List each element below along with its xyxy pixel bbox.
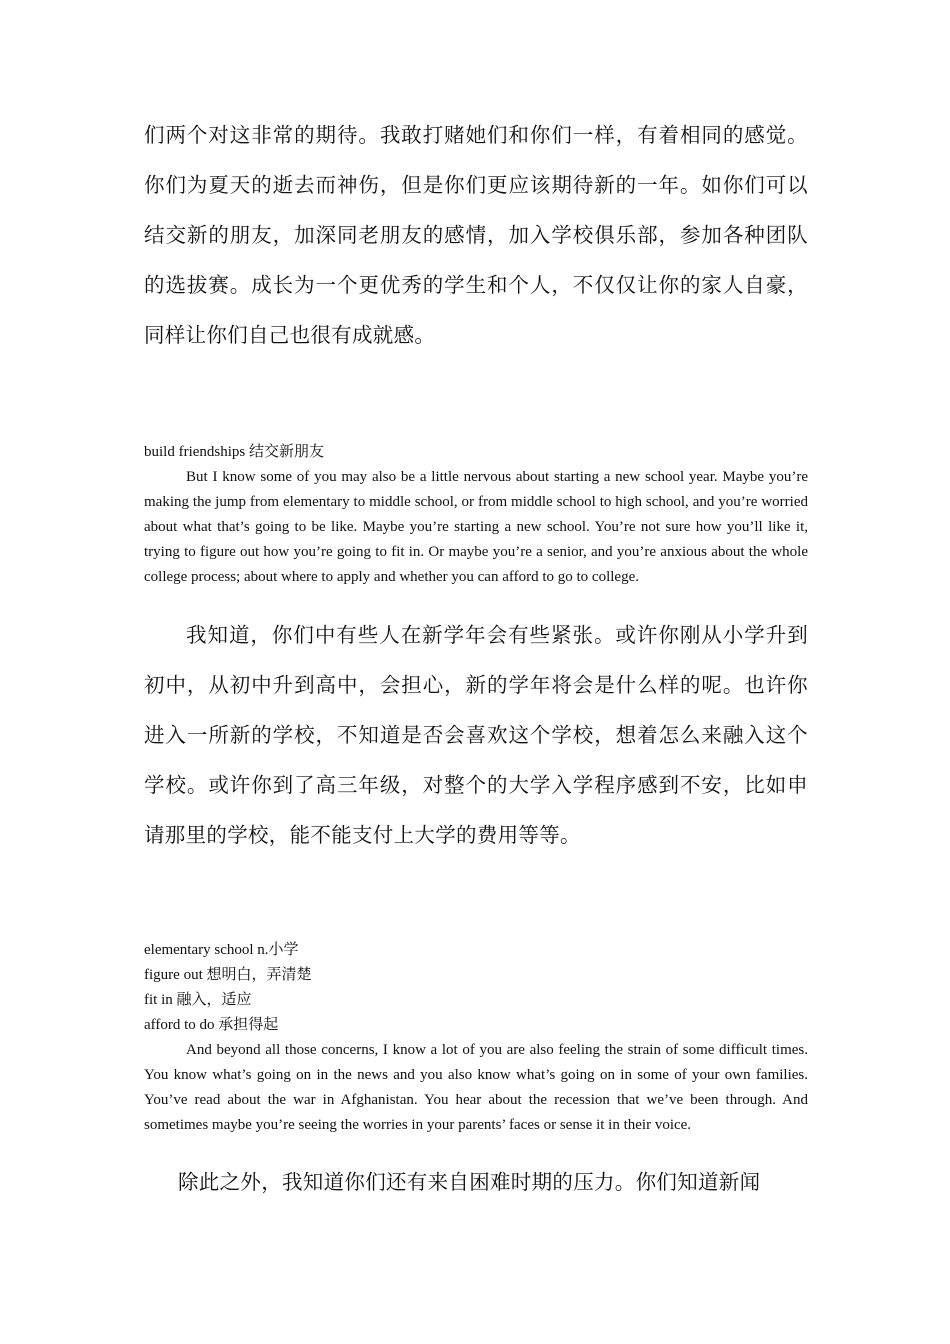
english-paragraph-2-text: And beyond all those concerns, I know a lot of you are also feeling the strain of some difficult times. You know what’s going on in the news and you also know what’s going on in some of your own families. You’ve read about the war in Afghanistan. You hear about the recession that we’ve been through. And sometimes maybe you’re seeing the worries in your parents’ faces or sense it in their voice. (144, 1042, 808, 1133)
chinese-paragraph-3: 除此之外，我知道你们还有来自困难时期的压力。你们知道新闻 (178, 1170, 761, 1194)
vocab-item: build friendships 结交新朋友 (144, 444, 324, 460)
vocab-item: elementary school n.小学 (144, 942, 299, 958)
chinese-paragraph-2: 我知道，你们中有些人在新学年会有些紧张。或许你刚从小学升到初中，从初中升到高中，会担心，新的学年将会是什么样的呢。也许你进入一所新的学校，不知道是否会喜欢这个学校，想着怎么来融入这个学校。或许你到了高三年级，对整个的大学入学程序感到不安，比如申请那里的学校，能不能支付上大学的费用等等。 (144, 623, 808, 847)
vocabulary-list-2 (144, 938, 808, 1038)
chinese-paragraph-1: 们两个对这非常的期待。我敢打赌她们和你们一样，有着相同的感觉。你们为夏天的逝去而神伤，但是你们更应该期待新的一年。如你们可以结交新的朋友，加深同老朋友的感情，加入学校俱乐部，参加各种团队的选拔赛。成长为一个更优秀的学生和个人，不仅仅让你的家人自豪，同样让你们自己也很有成就感。 (144, 123, 808, 347)
vocab-item: fit in 融入，适应 (144, 992, 252, 1008)
vocabulary-list-1 (144, 440, 808, 465)
vocab-item: afford to do 承担得起 (144, 1017, 279, 1033)
english-paragraph-1-text: But I know some of you may also be a little nervous about starting a new school year. Maybe you’re making the jump from elementary to middle school, or from middle school to high school, and you’re worried about what that’s going to be like. Maybe you’re starting a new school. You’re not sure how you’ll like it, trying to figure out how you’re going to fit in. Or maybe you’re a senior, and you’re anxious about the whole college process; about where to apply and whether you can afford to go to college. (144, 469, 808, 585)
vocab-item: figure out 想明白，弄清楚 (144, 967, 312, 983)
english-paragraph-1 (144, 465, 808, 590)
english-paragraph-2 (144, 1038, 808, 1138)
